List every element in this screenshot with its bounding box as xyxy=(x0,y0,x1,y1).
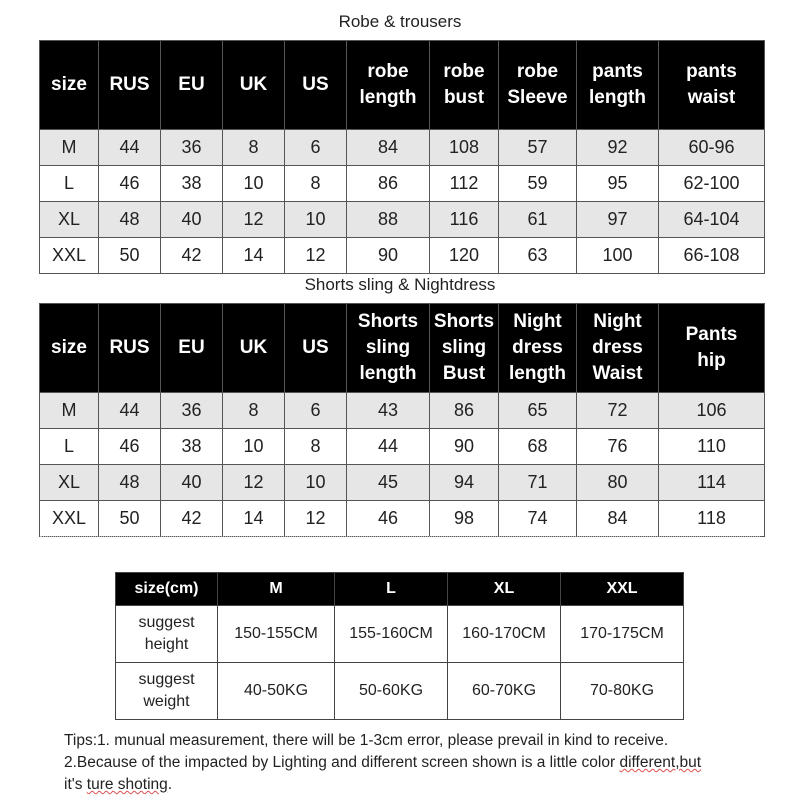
table-cell: 42 xyxy=(161,501,223,537)
table-cell: 94 xyxy=(430,465,499,501)
table-cell: 6 xyxy=(285,393,347,429)
column-header: UK xyxy=(223,41,285,130)
misspelled-word-different: different,but xyxy=(619,754,702,771)
table-row xyxy=(116,606,684,663)
row-label-cell: suggest height xyxy=(116,606,218,663)
table-cell: 40-50KG xyxy=(218,663,335,720)
table-cell: 8 xyxy=(223,393,285,429)
column-header: size xyxy=(40,41,99,130)
table-cell: 61 xyxy=(499,202,577,238)
table-cell: 66-108 xyxy=(659,238,765,274)
nightdress-table-title: Shorts sling & Nightdress xyxy=(304,275,496,294)
table-row xyxy=(116,663,684,720)
column-header: L xyxy=(335,573,448,606)
table-cell: 80 xyxy=(577,465,659,501)
table-cell: 38 xyxy=(161,166,223,202)
table-cell: 76 xyxy=(577,429,659,465)
table-cell: 70-80KG xyxy=(561,663,684,720)
table-cell: 50 xyxy=(99,238,161,274)
table-cell: 8 xyxy=(223,130,285,166)
column-header: Shorts sling length xyxy=(347,304,430,393)
table-cell: 12 xyxy=(285,501,347,537)
table-cell: 14 xyxy=(223,238,285,274)
table-cell: 6 xyxy=(285,130,347,166)
table-cell: 46 xyxy=(99,429,161,465)
table-header-row xyxy=(116,573,684,606)
table-cell: 48 xyxy=(99,202,161,238)
tip-line-1: Tips:1. munual measurement, there will be 1-3cm error, please prevail in kind to receive. xyxy=(64,732,669,749)
table-row xyxy=(40,238,765,274)
table-cell: 40 xyxy=(161,202,223,238)
row-label-cell: M xyxy=(40,393,99,429)
table-cell: 100 xyxy=(577,238,659,274)
table-cell: 60-96 xyxy=(659,130,765,166)
column-header: size xyxy=(40,304,99,393)
faint-divider xyxy=(40,536,760,541)
table-cell: 46 xyxy=(347,501,430,537)
row-label-cell: suggest weight xyxy=(116,663,218,720)
table-cell: 43 xyxy=(347,393,430,429)
table-cell: 10 xyxy=(223,429,285,465)
column-header: pants waist xyxy=(659,41,765,130)
table-cell: 42 xyxy=(161,238,223,274)
table-cell: 92 xyxy=(577,130,659,166)
table-cell: 12 xyxy=(223,465,285,501)
column-header: Shorts sling Bust xyxy=(430,304,499,393)
table-row xyxy=(40,501,765,537)
column-header: robe length xyxy=(347,41,430,130)
table-cell: 64-104 xyxy=(659,202,765,238)
table-cell: 12 xyxy=(223,202,285,238)
table-cell: 14 xyxy=(223,501,285,537)
table-cell: 108 xyxy=(430,130,499,166)
tips-note xyxy=(64,730,784,796)
column-header: Night dress Waist xyxy=(577,304,659,393)
table-cell: 10 xyxy=(223,166,285,202)
table-cell: 84 xyxy=(347,130,430,166)
robe-trousers-size-table xyxy=(39,40,765,274)
table-cell: 112 xyxy=(430,166,499,202)
column-header: Night dress length xyxy=(499,304,577,393)
column-header: US xyxy=(285,41,347,130)
table-cell: 12 xyxy=(285,238,347,274)
table-cell: 170-175CM xyxy=(561,606,684,663)
table-cell: 71 xyxy=(499,465,577,501)
table-cell: 36 xyxy=(161,130,223,166)
table-cell: 86 xyxy=(430,393,499,429)
table-row xyxy=(40,393,765,429)
table-cell: 97 xyxy=(577,202,659,238)
row-label-cell: XL xyxy=(40,465,99,501)
table-cell: 59 xyxy=(499,166,577,202)
table-cell: 45 xyxy=(347,465,430,501)
table-cell: 86 xyxy=(347,166,430,202)
table-cell: 88 xyxy=(347,202,430,238)
column-header: EU xyxy=(161,41,223,130)
table-cell: 50-60KG xyxy=(335,663,448,720)
row-label-cell: L xyxy=(40,429,99,465)
row-label-cell: XXL xyxy=(40,501,99,537)
table-row xyxy=(40,202,765,238)
table-cell: 118 xyxy=(659,501,765,537)
tip-line-2-text: 2.Because of the impacted by Lighting and different screen shown is a little color xyxy=(64,754,620,771)
table-cell: 68 xyxy=(499,429,577,465)
table-cell: 84 xyxy=(577,501,659,537)
column-header: pants length xyxy=(577,41,659,130)
table-cell: 120 xyxy=(430,238,499,274)
column-header: RUS xyxy=(99,41,161,130)
table-cell: 44 xyxy=(99,130,161,166)
row-label-cell: XL xyxy=(40,202,99,238)
table-row xyxy=(40,429,765,465)
table-cell: 48 xyxy=(99,465,161,501)
table-cell: 57 xyxy=(499,130,577,166)
row-label-cell: XXL xyxy=(40,238,99,274)
tip-line-3 xyxy=(64,774,784,796)
table-cell: 98 xyxy=(430,501,499,537)
table-cell: 50 xyxy=(99,501,161,537)
tip-line-3-text: it's xyxy=(64,776,87,793)
table-cell: 160-170CM xyxy=(448,606,561,663)
table-cell: 72 xyxy=(577,393,659,429)
table-cell: 44 xyxy=(347,429,430,465)
column-header: XL xyxy=(448,573,561,606)
table-row xyxy=(40,166,765,202)
table-cell: 10 xyxy=(285,465,347,501)
table-row xyxy=(40,130,765,166)
column-header: robe bust xyxy=(430,41,499,130)
column-header: Pants hip xyxy=(659,304,765,393)
table-cell: 63 xyxy=(499,238,577,274)
tip-line-2 xyxy=(64,752,784,774)
table-cell: 36 xyxy=(161,393,223,429)
column-header: RUS xyxy=(99,304,161,393)
row-label-cell: M xyxy=(40,130,99,166)
column-header: US xyxy=(285,304,347,393)
table-cell: 150-155CM xyxy=(218,606,335,663)
table-cell: 40 xyxy=(161,465,223,501)
table-cell: 90 xyxy=(430,429,499,465)
table-cell: 8 xyxy=(285,166,347,202)
misspelled-word-ture-shoting: ture shoting xyxy=(86,776,168,793)
table-header-row xyxy=(40,304,765,393)
column-header: size(cm) xyxy=(116,573,218,606)
table-cell: 46 xyxy=(99,166,161,202)
column-header: robe Sleeve xyxy=(499,41,577,130)
table-cell: 95 xyxy=(577,166,659,202)
table-cell: 10 xyxy=(285,202,347,238)
table-cell: 65 xyxy=(499,393,577,429)
tip-line-3-end: . xyxy=(167,776,173,793)
shorts-nightdress-size-table xyxy=(39,303,765,537)
table-cell: 90 xyxy=(347,238,430,274)
table-header-row xyxy=(40,41,765,130)
table-cell: 74 xyxy=(499,501,577,537)
table-cell: 8 xyxy=(285,429,347,465)
table-cell: 155-160CM xyxy=(335,606,448,663)
table-cell: 44 xyxy=(99,393,161,429)
column-header: M xyxy=(218,573,335,606)
table-row xyxy=(40,465,765,501)
column-header: UK xyxy=(223,304,285,393)
table-cell: 38 xyxy=(161,429,223,465)
table-cell: 62-100 xyxy=(659,166,765,202)
table-cell: 106 xyxy=(659,393,765,429)
table-cell: 60-70KG xyxy=(448,663,561,720)
suggested-size-table xyxy=(115,572,684,720)
table-cell: 114 xyxy=(659,465,765,501)
table-cell: 116 xyxy=(430,202,499,238)
column-header: EU xyxy=(161,304,223,393)
table-cell: 110 xyxy=(659,429,765,465)
row-label-cell: L xyxy=(40,166,99,202)
column-header: XXL xyxy=(561,573,684,606)
robe-table-title: Robe & trousers xyxy=(338,12,462,31)
